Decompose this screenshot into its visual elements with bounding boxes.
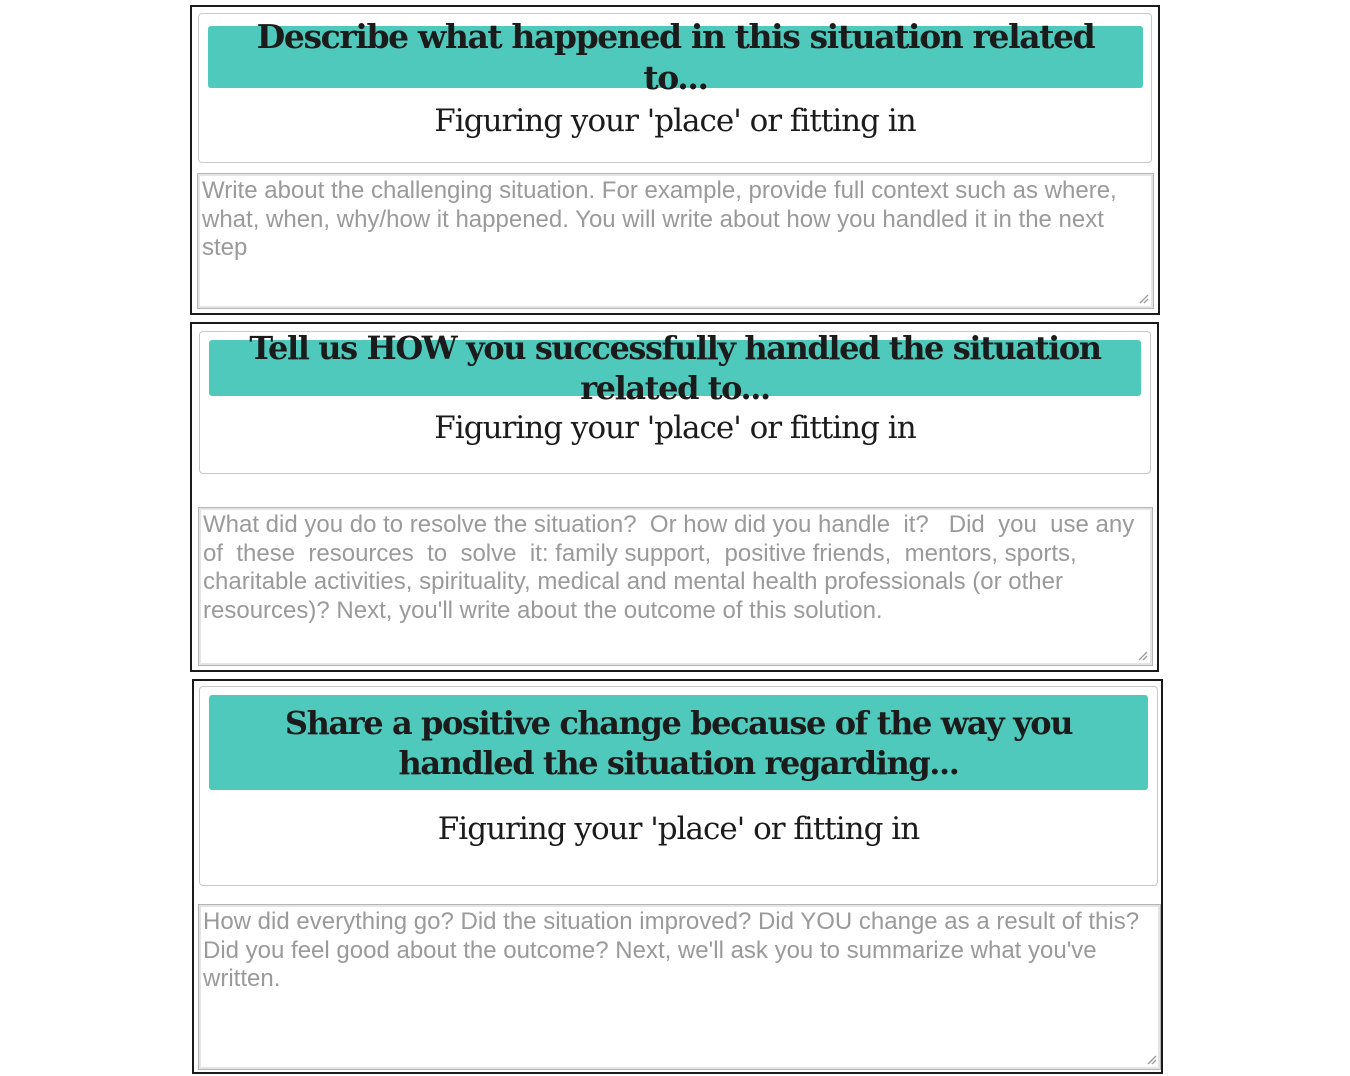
handling-description-section bbox=[190, 322, 1159, 672]
prompt-topic: Figuring your 'place' or fitting in bbox=[437, 811, 920, 847]
positive-change-section bbox=[192, 679, 1163, 1074]
prompt-topic: Figuring your 'place' or fitting in bbox=[434, 410, 916, 446]
situation-description-input[interactable] bbox=[197, 173, 1154, 309]
positive-change-input[interactable] bbox=[198, 904, 1161, 1070]
prompt-card bbox=[198, 13, 1152, 163]
prompt-topic: Figuring your 'place' or fitting in bbox=[434, 103, 916, 139]
prompt-card bbox=[199, 331, 1151, 474]
prompt-card bbox=[199, 686, 1158, 886]
situation-description-section bbox=[190, 5, 1160, 315]
prompt-heading: Describe what happened in this situation related to... bbox=[208, 26, 1143, 88]
prompt-heading: Tell us HOW you successfully handled the situation related to... bbox=[209, 340, 1141, 396]
prompt-heading: Share a positive change because of the way you handled the situation regarding... bbox=[209, 695, 1148, 790]
handling-description-input[interactable] bbox=[198, 507, 1153, 666]
